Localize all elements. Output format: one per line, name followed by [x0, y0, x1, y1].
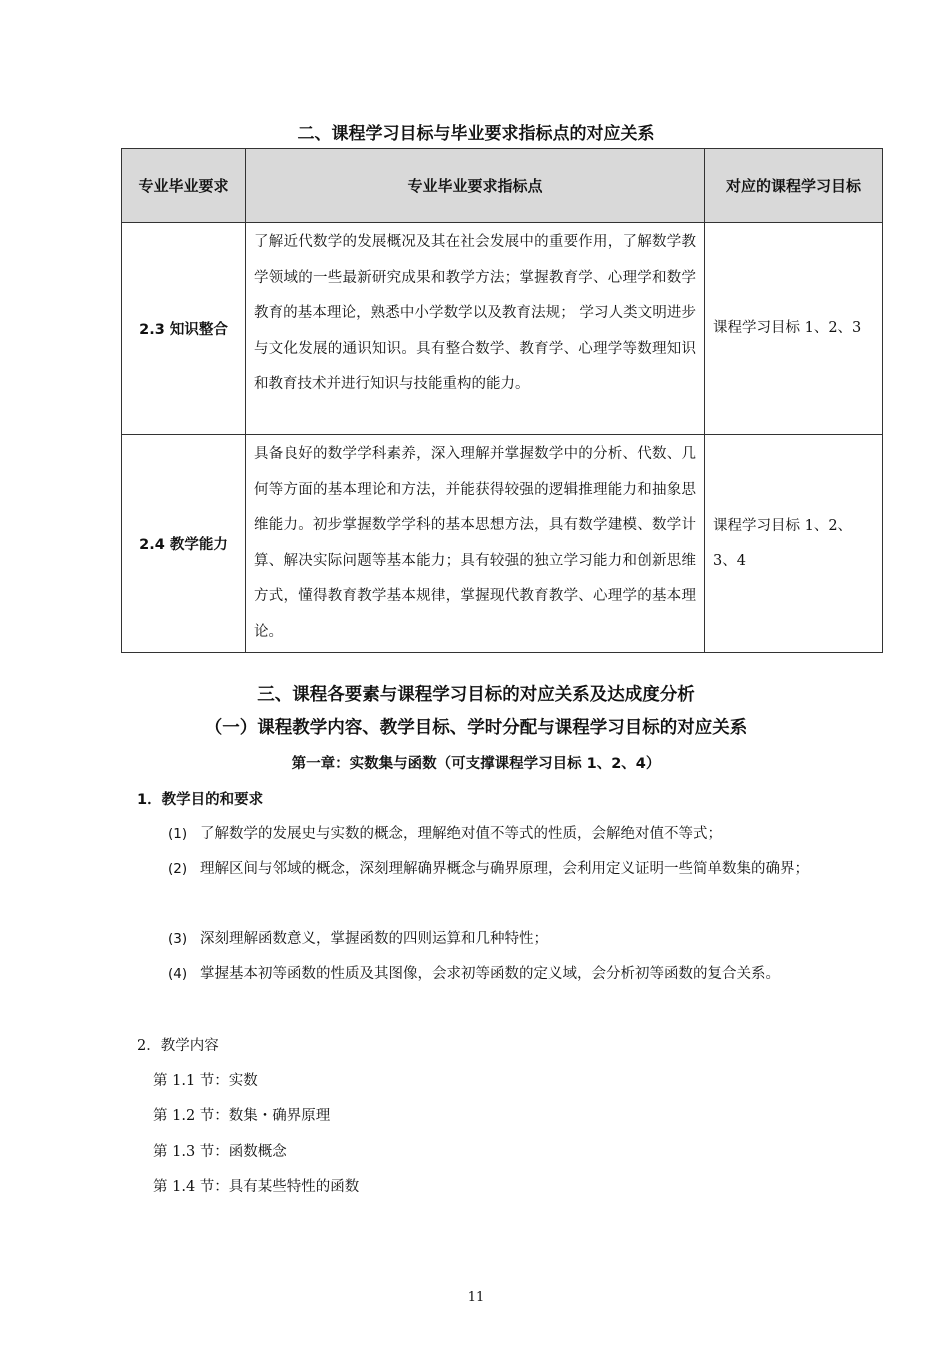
list-item	[168, 922, 848, 957]
section-2-title: 二、课程学习目标与毕业要求指标点的对应关系	[297, 124, 655, 144]
goals-cell: 课程学习目标 1、2、3	[705, 223, 883, 435]
list-item	[168, 817, 848, 852]
section-entry: 第 1.3 节：函数概念	[153, 1144, 287, 1160]
list-item-number: (4)	[168, 966, 188, 982]
requirement-cell: 2.4 教学能力	[122, 435, 246, 653]
table-header-requirement: 专业毕业要求	[122, 149, 246, 223]
list-item	[168, 957, 848, 992]
chapter-1-title: 第一章：实数集与函数（可支撑课程学习目标 1、2、4）	[291, 756, 661, 772]
list-item-number: (3)	[168, 931, 188, 947]
list-item-text: 了解数学的发展史与实数的概念，理解绝对值不等式的性质，会解绝对值不等式；	[200, 826, 722, 842]
purpose-heading: 1．教学目的和要求	[137, 792, 264, 808]
subsection-1-title: （一）课程教学内容、教学目标、学时分配与课程学习目标的对应关系	[204, 718, 748, 738]
section-entry: 第 1.2 节：数集・确界原理	[153, 1108, 331, 1124]
indicator-cell: 具备良好的数学学科素养，深入理解并掌握数学中的分析、代数、几何等方面的基本理论和方法，并能获得较强的逻辑推理能力和抽象思维能力。初步掌握数学学科的基本思想方法，具有数学建模、数学计算、解决实际问题等基本能力；具有较强的独立学习能力和创新思维方式，懂得教育教学基本规律，掌握现代教育教学、心理学的基本理论。	[246, 435, 705, 653]
goals-cell: 课程学习目标 1、2、3、4	[705, 435, 883, 653]
list-item-number: (2)	[168, 861, 188, 877]
section-entry: 第 1.4 节：具有某些特性的函数	[153, 1179, 360, 1195]
table-header-goals: 对应的课程学习目标	[705, 149, 883, 223]
table-row	[122, 223, 883, 435]
table-row	[122, 435, 883, 653]
content-heading: 2．教学内容	[137, 1038, 219, 1054]
list-item-number: (1)	[168, 826, 188, 842]
indicator-cell: 了解近代数学的发展概况及其在社会发展中的重要作用，了解数学教学领域的一些最新研究成果和教学方法；掌握教育学、心理学和数学教育的基本理论，熟悉中小学数学以及教育法规； 学习人类文明进步与文化发展的通识知识。具有整合数学、教育学、心理学等数理知识和教育技术并进行知识与技能重构的能力。	[246, 223, 705, 435]
requirement-cell: 2.3 知识整合	[122, 223, 246, 435]
list-item-text: 理解区间与邻域的概念，深刻理解确界概念与确界原理，会利用定义证明一些简单数集的确界；	[200, 861, 809, 877]
requirements-table	[121, 148, 883, 653]
page-number: 11	[467, 1290, 485, 1305]
section-entry: 第 1.1 节：实数	[153, 1073, 258, 1089]
table-header-indicator: 专业毕业要求指标点	[246, 149, 705, 223]
table-header-row	[122, 149, 883, 223]
list-item	[168, 852, 848, 887]
section-3-title: 三、课程各要素与课程学习目标的对应关系及达成度分析	[257, 685, 695, 705]
list-item-text: 深刻理解函数意义，掌握函数的四则运算和几种特性；	[200, 931, 548, 947]
list-item-text: 掌握基本初等函数的性质及其图像，会求初等函数的定义域，会分析初等函数的复合关系。	[200, 966, 780, 982]
